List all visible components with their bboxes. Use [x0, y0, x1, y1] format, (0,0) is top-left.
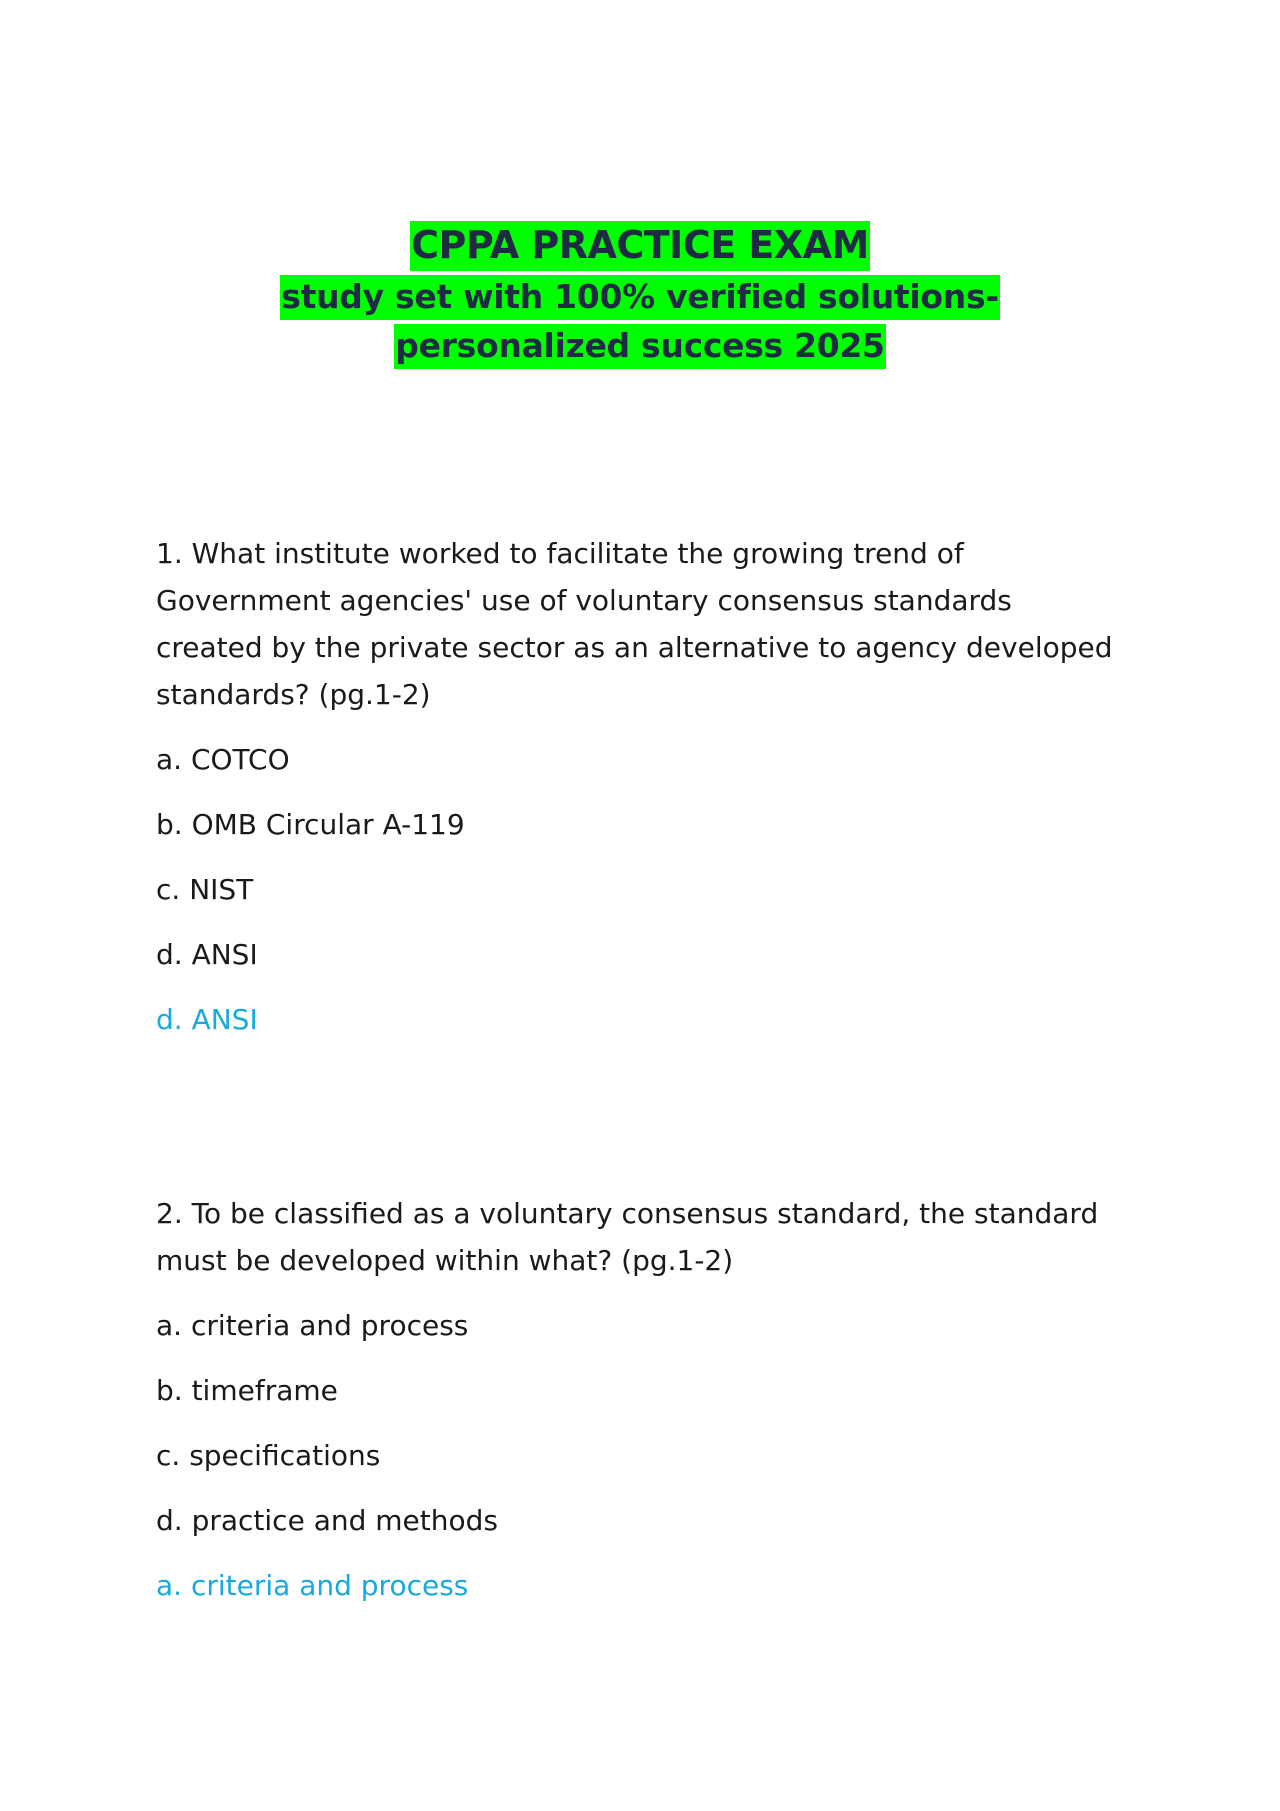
option-c: c. NIST [156, 873, 254, 906]
question-2 [156, 1190, 1116, 1609]
answer-text: a. criteria and process [156, 1569, 469, 1602]
option-a: a. COTCO [156, 743, 290, 776]
page-subtitle: study set with 100% verified solutions-personalized success 2025 [280, 275, 999, 369]
document-header [180, 218, 1100, 370]
subtitle-line [180, 272, 1100, 370]
answer-text: d. ANSI [156, 1003, 258, 1036]
title-line [180, 218, 1100, 272]
page-title: CPPA PRACTICE EXAM [410, 221, 870, 271]
option-b: b. OMB Circular A-119 [156, 808, 465, 841]
option-d: d. practice and methods [156, 1504, 498, 1537]
option-c: c. specifications [156, 1439, 381, 1472]
option-d: d. ANSI [156, 938, 258, 971]
question-1 [156, 530, 1116, 1043]
option-b: b. timeframe [156, 1374, 338, 1407]
question-text: 2. To be classified as a voluntary consensus standard, the standard must be developed within what? (pg.1-2) [156, 1197, 1099, 1277]
question-text: 1. What institute worked to facilitate the growing trend of Government agencies' use of voluntary consensus standards created by the private sector as an alternative to agency developed standards? (pg.1-2) [156, 537, 1113, 711]
option-a: a. criteria and process [156, 1309, 469, 1342]
